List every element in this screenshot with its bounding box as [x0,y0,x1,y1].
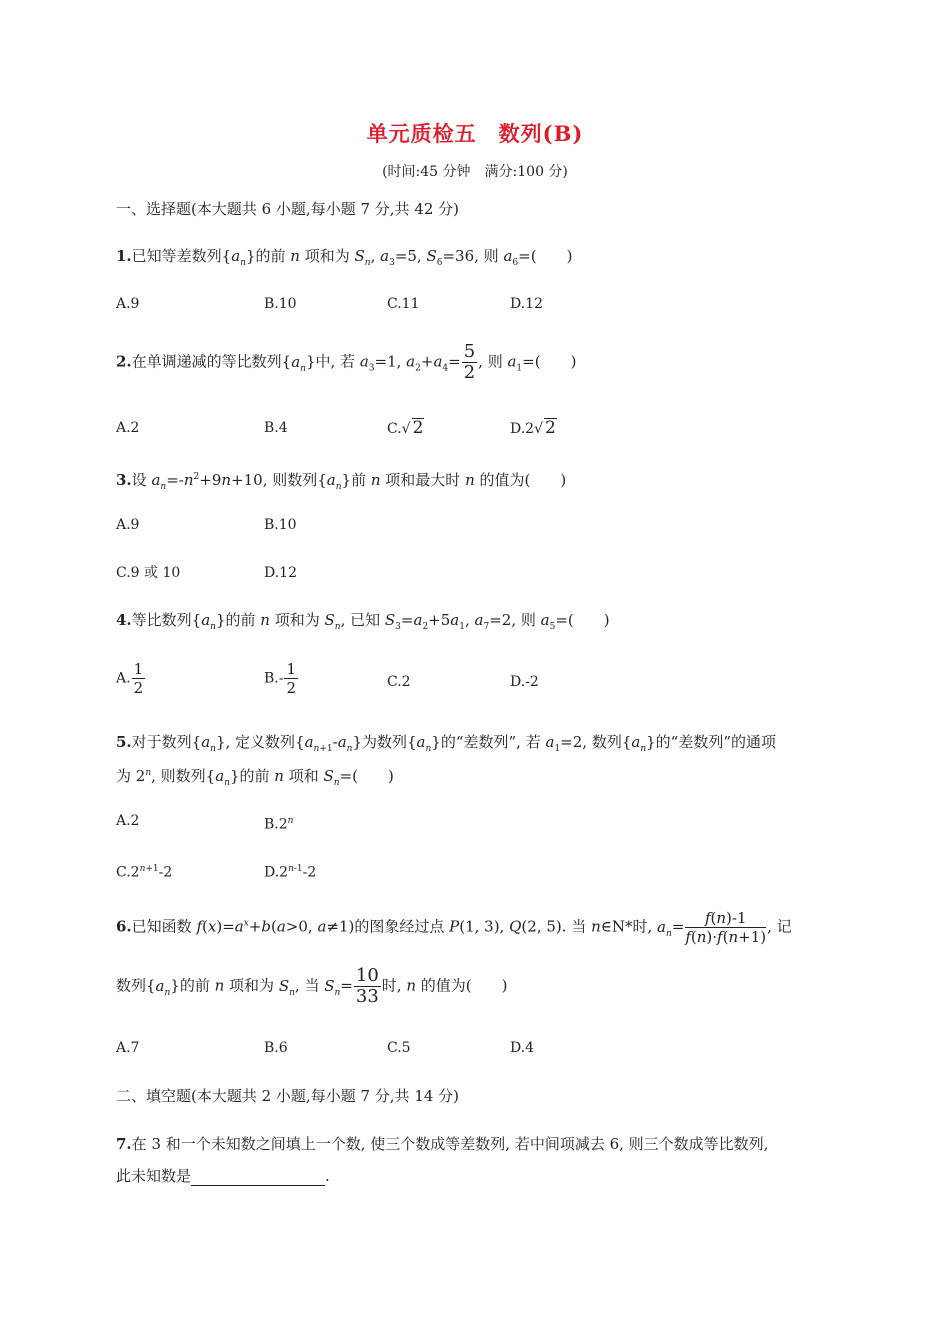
option-b: B.10 [264,296,297,312]
option-c: C.√ 2 [387,418,424,438]
option-c: $C.2^{n+1}-2$ [116,864,173,881]
option-a: A.2 [116,420,140,436]
option-b: B.6 [264,1040,288,1056]
option-c: C.9 或 10 [116,565,181,581]
question-7: 7.在 3 和一个未知数之间填上一个数, 使三个数成等差数列, 若中间项减去 6, 则三个数成等比数列, [116,1135,769,1153]
option-b: B.2$^n$ [264,816,294,833]
option-a: A.2 [116,813,140,829]
question-1: 1.已知等差数列$\{a_n\}$的前 n 项和为 $S_n$, $a_3=5$, $S_6=36$, 则 $a_6=$( ) [116,247,573,268]
question-number: 5. [116,733,132,751]
option-a: A.7 [116,1040,140,1056]
option-d: D.12 [264,565,297,581]
question-6-line2: 数列$\{a_n\}$的前 n 项和为 $S_n$, 当 $S_n=$ $\frac{10}{33}$ 时, n 的值为( ) [116,965,508,1007]
question-5: 5.对于数列$\{a_n\}$, 定义数列$\{a_{n+1}-a_n\}$为数列$\{a_n\}$的“差数列”, 若 $a_1=2$, 数列$\{a_n\}$的“差数列”的通项 [116,733,777,754]
option-c: C.11 [387,296,420,312]
question-number: 4. [116,611,132,629]
option-d: D.12 [510,296,543,312]
option-d: D.2√ 2 [510,418,556,438]
question-7-line2: 此未知数是 . [116,1167,330,1185]
option-a: A.9 [116,517,140,533]
option-d: D.4 [510,1040,535,1056]
option-d: D.-2 [510,674,539,690]
question-5-line2: 为 2$^n$, 则数列$\{a_n\}$的前 n 项和 $S_n=$( ) [116,767,394,788]
option-a: A. $\frac{1}{2}$ [116,660,144,697]
question-number: 1. [116,247,132,265]
section-heading-fill: 二、填空题(本大题共 2 小题,每小题 7 分,共 14 分) [116,1087,460,1105]
fraction: $\frac{5}{2}$ [463,341,476,383]
question-2: 2.在单调递减的等比数列$\{a_n\}$中, 若 $a_3=1$, $a_2+a_4=$ $\frac{5}{2}$ , 则 $a_1=$( ) [116,341,577,383]
question-6: 6.已知函数 $f(x)=a^x+b(a>0$, a≠1)的图象经过点 P(1, 3), Q(2, 5). 当 n∈N*时, $a_n=$ $\frac{f(n)-1}{f(n)\cdot f(n+1)}$ , 记 [116,909,792,946]
question-4: 4.等比数列$\{a_n\}$的前 n 项和为 $S_n$, 已知 $S_3=a_2+5a_1$, $a_7=2$, 则 $a_5=$( ) [116,611,610,632]
question-number: 3. [116,471,132,489]
question-number: 2. [116,352,132,371]
page-title: 单元质检五 数列(B) [366,121,584,146]
section-heading-choice: 一、选择题(本大题共 6 小题,每小题 7 分,共 42 分) [116,200,460,218]
question-number: 7. [116,1135,132,1153]
option-c: C.5 [387,1040,411,1056]
question-3: 3.设 $a_n=-n^2+9n+10$, 则数列$\{a_n\}$前 n 项和最大时 n 的值为( ) [116,471,567,492]
option-d: D.2$^{n-1}$-2 [264,864,317,881]
answer-blank[interactable] [191,1171,325,1186]
option-b: B.- $\frac{1}{2}$ [264,660,297,697]
option-b: B.4 [264,420,288,436]
option-a: A.9 [116,296,140,312]
page-subtitle: (时间:45 分钟 满分:100 分) [382,164,568,180]
option-c: C.2 [387,674,411,690]
question-number: 6. [116,917,132,936]
option-b: B.10 [264,517,297,533]
